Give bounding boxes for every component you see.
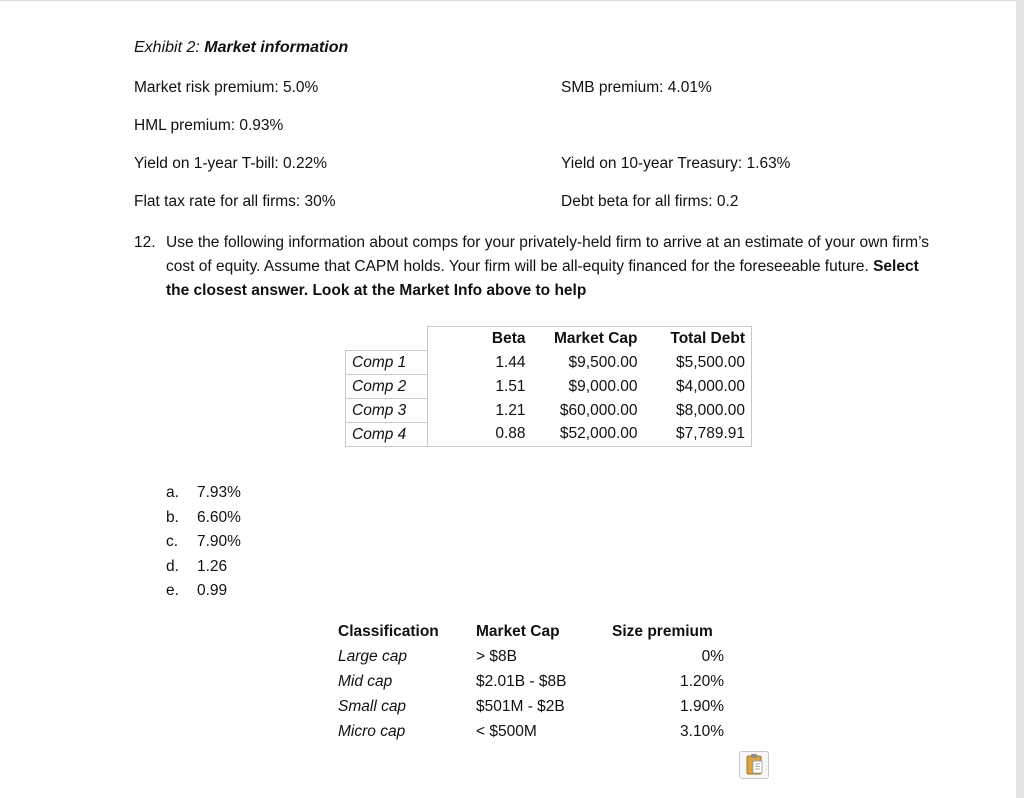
size-class: Micro cap <box>338 723 406 740</box>
choice-letter: b. <box>166 508 179 526</box>
debt-beta: Debt beta for all firms: 0.2 <box>561 193 739 210</box>
exhibit-title: Market information <box>204 39 349 56</box>
comp-total-debt: $7,789.91 <box>644 423 752 447</box>
tax-rate: Flat tax rate for all firms: 30% <box>134 193 336 210</box>
size-premium: 3.10% <box>680 723 724 740</box>
size-cap: $501M - $2B <box>476 698 565 715</box>
choice-value: 1.26 <box>197 557 228 575</box>
comp-beta: 1.21 <box>428 399 532 423</box>
question-12 <box>134 231 934 303</box>
comps-header-row <box>346 327 752 351</box>
header-market-cap: Market Cap <box>532 327 644 351</box>
choice-value: 7.90% <box>197 533 241 550</box>
choice-c[interactable] <box>166 530 241 555</box>
choice-value: 7.93% <box>197 484 241 501</box>
header-market-cap: Market Cap <box>476 623 560 640</box>
table-row <box>346 351 752 375</box>
comp-total-debt: $5,500.00 <box>644 351 752 375</box>
question-text: Use the following information about comps for your privately-held firm to arrive at an estimate of your own firm’s cost of equity. Assume that CAPM holds. Your firm will be all-equity financed for the foreseeable future. <box>166 234 929 275</box>
header-beta: Beta <box>428 327 532 351</box>
answer-choices <box>166 481 241 604</box>
comp-beta: 1.44 <box>428 351 532 375</box>
table-row <box>346 375 752 399</box>
choice-a[interactable] <box>166 481 241 506</box>
comp-name: Comp 1 <box>346 351 428 375</box>
comp-beta: 1.51 <box>428 375 532 399</box>
smb-premium: SMB premium: 4.01% <box>561 79 712 96</box>
choice-letter: c. <box>166 533 179 550</box>
choice-value: 6.60% <box>197 508 241 526</box>
choice-d[interactable] <box>166 555 241 580</box>
market-risk-premium: Market risk premium: 5.0% <box>134 79 319 96</box>
comp-market-cap: $9,000.00 <box>568 377 638 395</box>
comp-beta: 0.88 <box>428 423 532 447</box>
clipboard-icon <box>740 752 768 778</box>
choice-letter: e. <box>166 582 179 599</box>
size-cap: > $8B <box>476 648 517 665</box>
page-edge-shade <box>1016 0 1024 798</box>
comp-market-cap: $9,500.00 <box>568 353 638 371</box>
header-size-premium: Size premium <box>612 623 713 640</box>
header-total-debt: Total Debt <box>644 327 752 351</box>
choice-letter: d. <box>166 557 179 575</box>
comp-name: Comp 2 <box>346 375 428 399</box>
size-class: Mid cap <box>338 673 393 690</box>
choice-value: 0.99 <box>197 582 228 599</box>
choice-b[interactable] <box>166 506 241 531</box>
table-row <box>346 399 752 423</box>
size-premium: 0% <box>701 648 724 665</box>
yield-10yr: Yield on 10-year Treasury: 1.63% <box>561 155 791 172</box>
comp-total-debt: $8,000.00 <box>644 399 752 423</box>
exhibit-prefix: Exhibit 2: <box>134 39 205 56</box>
comp-market-cap: $60,000.00 <box>559 401 638 419</box>
header-classification: Classification <box>338 623 439 640</box>
comp-name: Comp 3 <box>346 399 428 423</box>
comps-table <box>345 326 752 447</box>
question-instruction: Select the closest answer. Look at the Market Info above to help <box>166 258 919 299</box>
paste-options-button[interactable] <box>739 751 769 779</box>
hml-premium: HML premium: 0.93% <box>134 117 284 134</box>
comp-market-cap: $52,000.00 <box>532 423 644 447</box>
table-row <box>346 423 752 447</box>
exhibit-heading <box>134 39 348 57</box>
size-premium: 1.90% <box>680 698 724 715</box>
size-cap: $2.01B - $8B <box>476 673 567 690</box>
comp-name: Comp 4 <box>346 423 428 447</box>
size-premium: 1.20% <box>680 673 724 690</box>
size-cap: < $500M <box>476 723 537 740</box>
yield-1yr: Yield on 1-year T-bill: 0.22% <box>134 155 327 172</box>
size-class: Large cap <box>338 648 407 665</box>
question-number: 12. <box>134 234 156 251</box>
choice-letter: a. <box>166 484 179 501</box>
comps-header-blank <box>346 327 428 351</box>
choice-e[interactable] <box>166 579 241 604</box>
size-class: Small cap <box>338 698 407 715</box>
comp-total-debt: $4,000.00 <box>644 375 752 399</box>
